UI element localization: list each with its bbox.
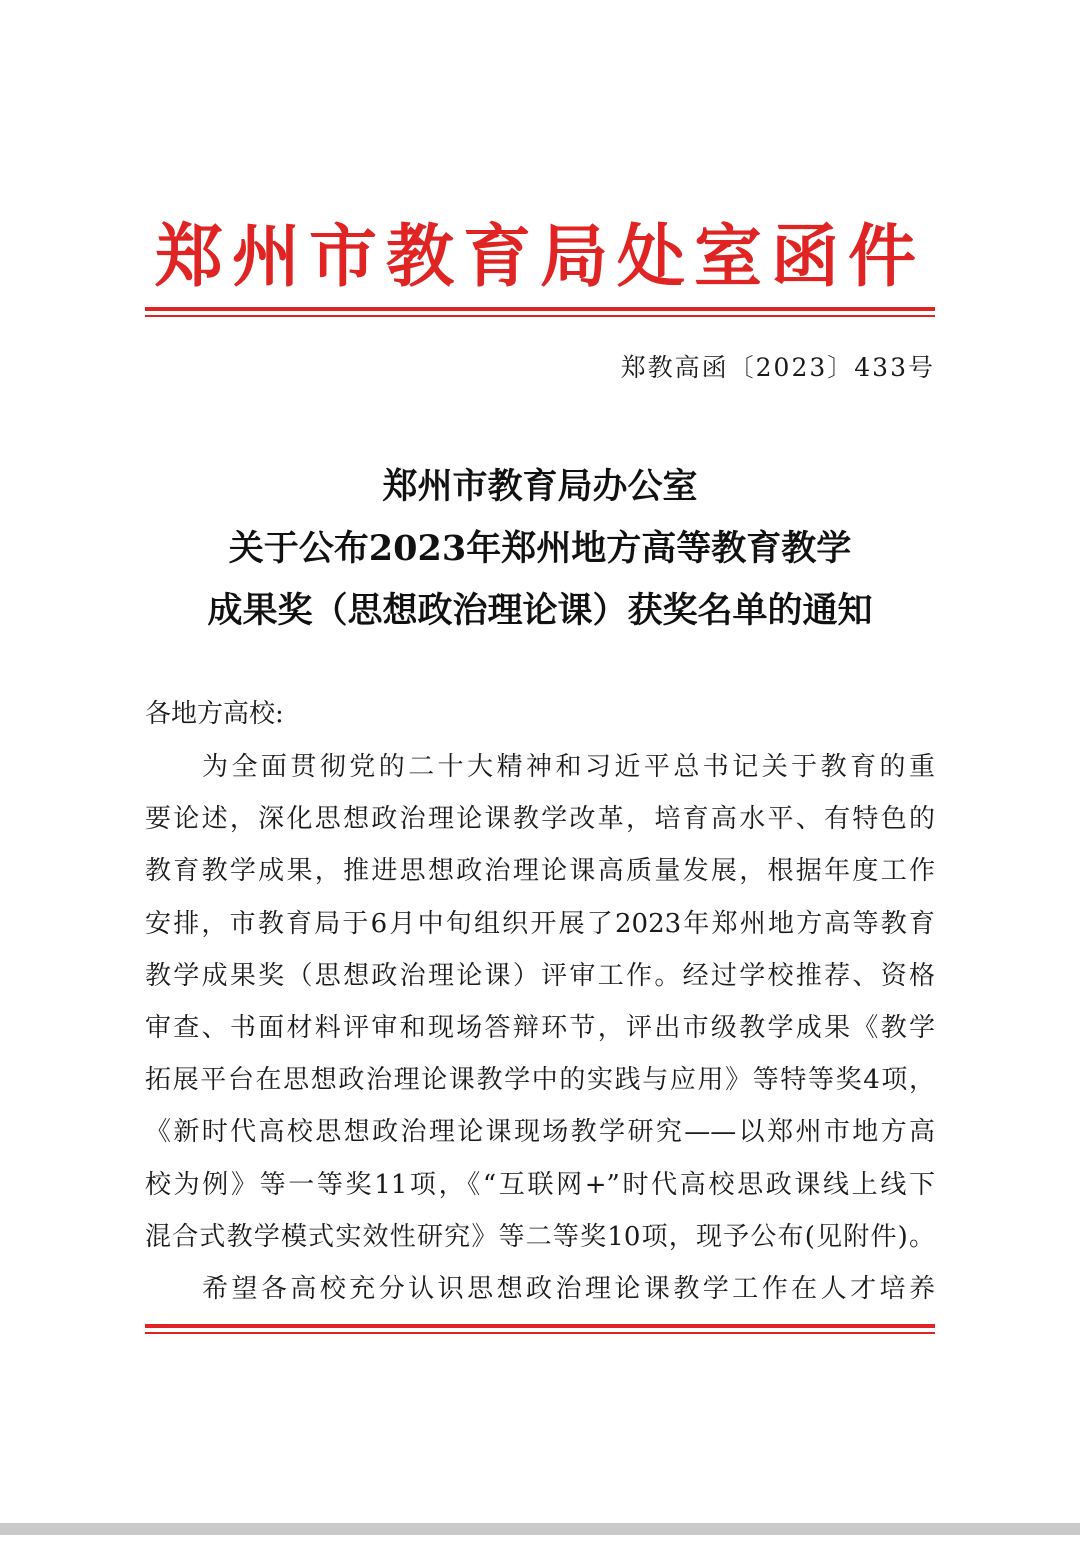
body-line: 《新时代高校思想政治理论课现场教学研究——以郑州市地方高 — [145, 1117, 935, 1148]
body-line: 审查、书面材料评审和现场答辩环节，评出市级教学成果《教学 — [145, 1012, 935, 1043]
red-rule-bottom — [145, 1324, 935, 1336]
title-line-1: 郑州市教育局办公室 — [382, 466, 698, 507]
gray-strip — [0, 1523, 1080, 1535]
body-line: 希望各高校充分认识思想政治理论课教学工作在人才培养 — [202, 1273, 935, 1304]
red-rule-top — [145, 307, 935, 319]
notice-title — [145, 456, 935, 642]
body-line: 教育教学成果，推进思想政治理论课高质量发展，根据年度工作 — [145, 856, 935, 887]
red-rule-thick — [145, 1324, 935, 1328]
masthead-title: 郑州市教育局处室函件 — [154, 217, 925, 297]
document-number: 郑教高函〔2023〕433号 — [620, 353, 935, 382]
body-line: 为全面贯彻党的二十大精神和习近平总书记关于教育的重 — [202, 752, 935, 782]
salutation: 各地方高校: — [145, 699, 284, 729]
page-separator — [0, 1520, 1080, 1559]
body-line: 要论述，深化思想政治理论课教学改革，培育高水平、有特色的 — [145, 804, 935, 835]
body-line: 混合式教学模式实效性研究》等二等奖10项，现予公布(见附件)。 — [145, 1221, 935, 1252]
body-line: 拓展平台在思想政治理论课教学中的实践与应用》等特等奖4项， — [145, 1065, 935, 1096]
body-line: 教学成果奖（思想政治理论课）评审工作。经过学校推荐、资格 — [145, 960, 935, 991]
red-rule-thin — [145, 1332, 935, 1334]
red-rule-thick — [145, 307, 935, 311]
body-line: 安排，市教育局于6月中旬组织开展了2023年郑州地方高等教育 — [145, 908, 935, 939]
body-text — [145, 745, 935, 1319]
body-line: 校为例》等一等奖11项，《“互联网+”时代高校思政课线上线下 — [145, 1169, 935, 1200]
title-line-3: 成果奖（思想政治理论课）获奖名单的通知 — [207, 590, 873, 631]
red-rule-thin — [145, 315, 935, 317]
title-line-2: 关于公布2023年郑州地方高等教育教学 — [228, 528, 852, 569]
